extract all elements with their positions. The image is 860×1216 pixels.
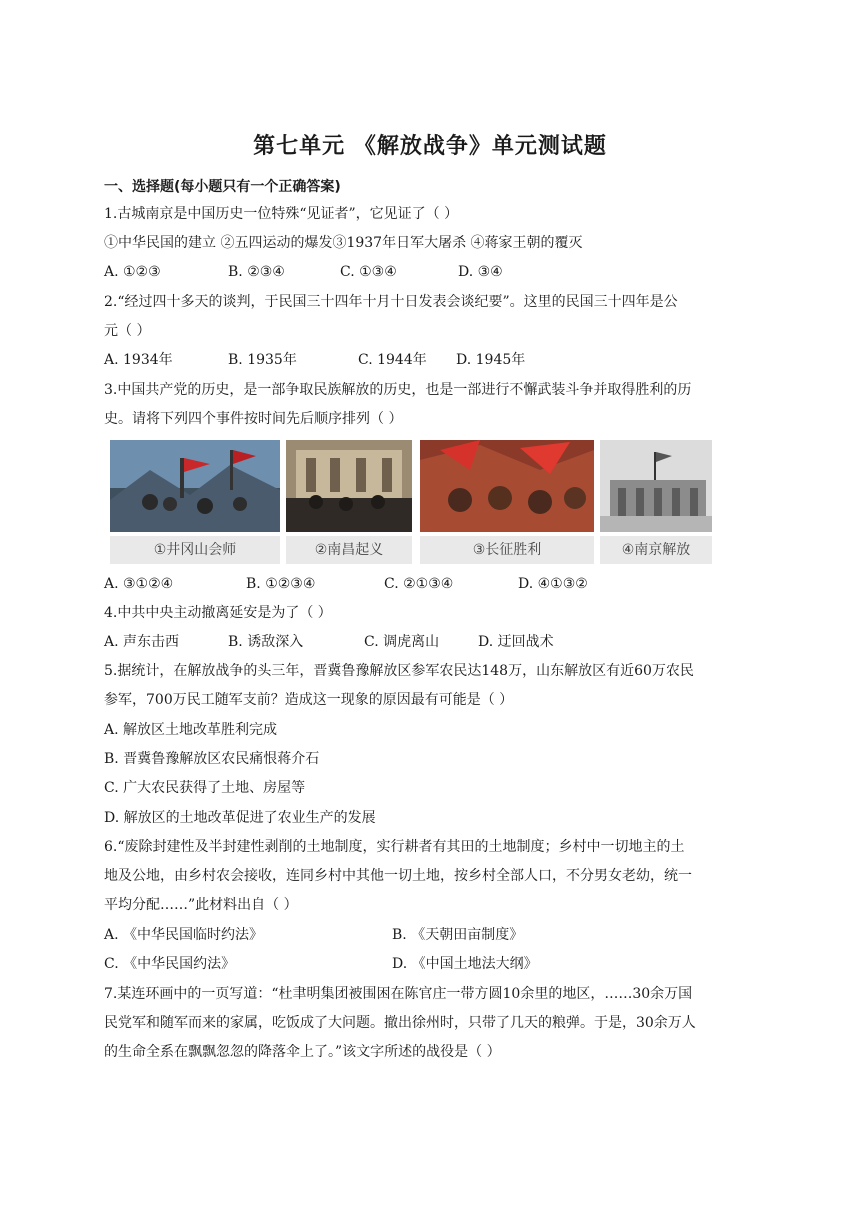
question-2-stem-line1: 2.“经过四十多天的谈判，于民国三十四年十月十日发表会谈纪要”。这里的民国三十四年是公 <box>104 294 678 310</box>
question-3-options <box>104 574 588 594</box>
option-d: D. ③④ <box>458 264 503 280</box>
question-5-stem-line2: 参军，700万民工随军支前？造成这一现象的原因最有可能是（ ） <box>104 692 514 708</box>
question-6-options-row2 <box>104 954 538 974</box>
question-1-options <box>104 262 503 282</box>
question-4-options <box>104 632 554 652</box>
image-caption: ①井冈山会师 <box>110 536 280 564</box>
option-b: B. ②③④ <box>228 264 285 280</box>
question-7-stem-line3: 的生命全系在飘飘忽忽的降落伞上了。”该文字所述的战役是（ ） <box>104 1044 501 1060</box>
document-title: 第七单元 《解放战争》单元测试题 <box>253 134 607 159</box>
question-2-options <box>104 350 525 370</box>
option-b: B. 《天朝田亩制度》 <box>392 927 524 943</box>
nanchang-picture <box>286 440 412 532</box>
option-a: A. ③①②④ <box>104 576 174 592</box>
question-5-option-a: A. 解放区土地改革胜利完成 <box>104 722 278 738</box>
jinggangshan-picture <box>110 440 280 532</box>
option-d: D. 1945年 <box>456 352 526 368</box>
question-6-stem-line1: 6.“废除封建性及半封建性剥削的土地制度，实行耕者有其田的土地制度；乡村中一切地主的土 <box>104 839 685 855</box>
long-march-picture <box>420 440 594 532</box>
option-c: C. 1944年 <box>358 352 427 368</box>
option-a: A. 《中华民国临时约法》 <box>104 927 264 943</box>
question-5-option-b: B. 晋冀鲁豫解放区农民痛恨蒋介石 <box>104 751 320 767</box>
image-caption: ②南昌起义 <box>286 536 412 564</box>
question-7-stem-line1: 7.某连环画中的一页写道：“杜聿明集团被围困在陈官庄一带方圆10余里的地区，……30余万国 <box>104 986 693 1002</box>
option-d: D. 迂回战术 <box>478 634 554 650</box>
question-6-stem-line2: 地及公地，由乡村农会接收，连同乡村中其他一切土地，按乡村全部人口，不分男女老幼，统一 <box>104 868 692 884</box>
option-c: C. ①③④ <box>340 264 397 280</box>
question-3-stem-line2: 史。请将下列四个事件按时间先后顺序排列（ ） <box>104 411 403 427</box>
option-a: A. ①②③ <box>104 264 161 280</box>
option-a: A. 声东击西 <box>104 634 180 650</box>
image-caption: ④南京解放 <box>600 536 712 564</box>
option-b: B. 1935年 <box>228 352 297 368</box>
image-nanchang <box>286 440 412 564</box>
option-c: C. ②①③④ <box>384 576 454 592</box>
image-jinggangshan <box>110 440 280 564</box>
option-d: D. ④①③② <box>518 576 588 592</box>
question-4-stem: 4.中共中央主动撤离延安是为了（ ） <box>104 605 332 621</box>
question-6-stem-line3: 平均分配……”此材料出自（ ） <box>104 897 298 913</box>
option-c: C. 调虎离山 <box>364 634 440 650</box>
option-b: B. ①②③④ <box>246 576 316 592</box>
event-images <box>104 440 712 564</box>
question-3-stem-line1: 3.中国共产党的历史，是一部争取民族解放的历史，也是一部进行不懈武装斗争并取得胜利的历 <box>104 382 692 398</box>
image-nanjing <box>600 440 712 564</box>
image-caption: ③长征胜利 <box>420 536 594 564</box>
question-5-stem-line1: 5.据统计，在解放战争的头三年，晋冀鲁豫解放区参军农民达148万，山东解放区有近60万农民 <box>104 663 694 679</box>
question-7-stem-line2: 民党军和随军而来的家属，吃饭成了大问题。撤出徐州时，只带了几天的粮弹。于是，30余万人 <box>104 1015 696 1031</box>
option-c: C. 《中华民国约法》 <box>104 956 236 972</box>
option-b: B. 诱敌深入 <box>228 634 304 650</box>
section-heading: 一、选择题(每小题只有一个正确答案) <box>104 179 341 195</box>
question-2-stem-line2: 元（ ） <box>104 323 151 339</box>
nanjing-picture <box>600 440 712 532</box>
question-1-stem: 1.古城南京是中国历史一位特殊“见证者”，它见证了（ ） <box>104 206 459 222</box>
question-1-items: ①中华民国的建立 ②五四运动的爆发③1937年日军大屠杀 ④蒋家王朝的覆灭 <box>104 235 583 251</box>
image-long-march <box>420 440 594 564</box>
question-5-option-d: D. 解放区的土地改革促进了农业生产的发展 <box>104 810 376 826</box>
option-d: D. 《中国土地法大纲》 <box>392 956 538 972</box>
option-a: A. 1934年 <box>104 352 173 368</box>
question-5-option-c: C. 广大农民获得了土地、房屋等 <box>104 780 306 796</box>
question-6-options-row1 <box>104 925 523 945</box>
